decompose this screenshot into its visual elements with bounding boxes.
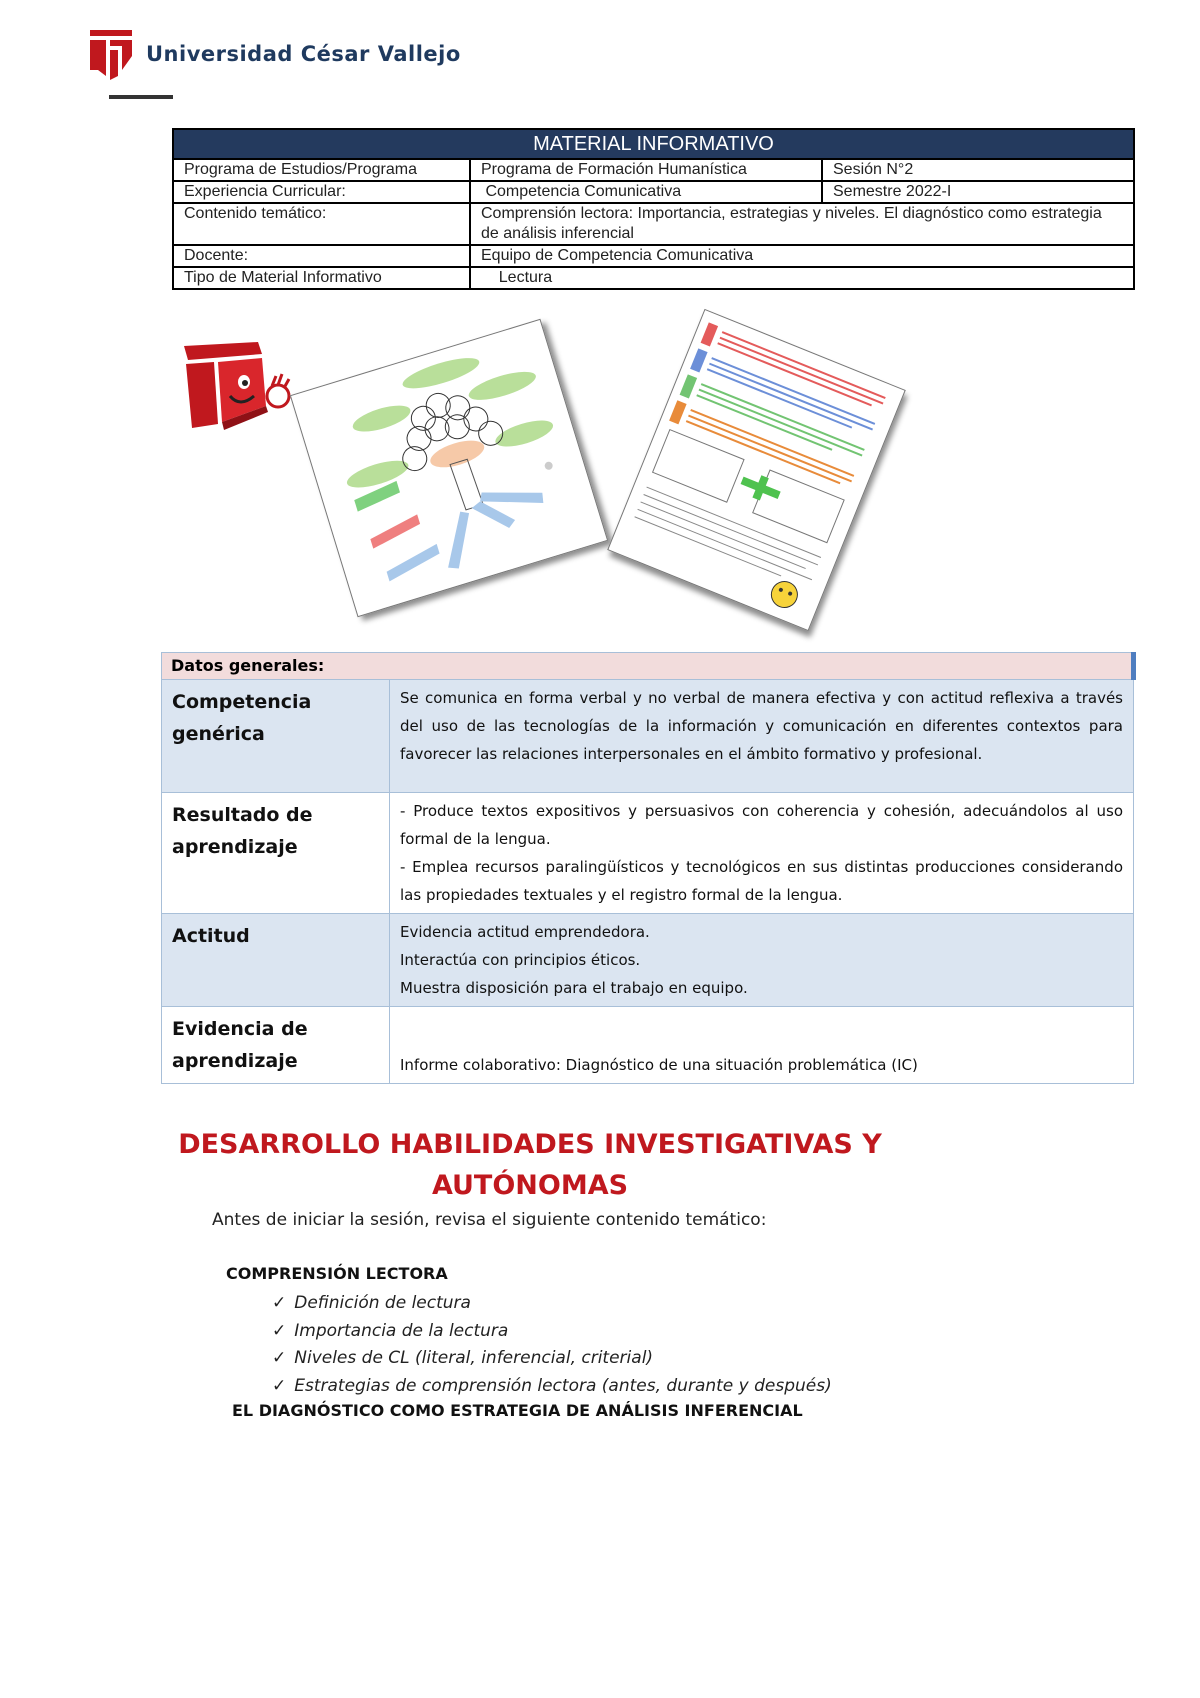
evidencia-text: Informe colaborativo: Diagnóstico de una situación problemática (IC)	[390, 1007, 1134, 1084]
worksheet-illustration	[607, 309, 906, 631]
actitud-item: Muestra disposición para el trabajo en equipo.	[400, 979, 748, 997]
checkmark-icon: ✓	[272, 1375, 287, 1396]
university-logo	[86, 26, 461, 82]
list-item	[272, 1345, 832, 1373]
section-intro: Antes de iniciar la sesión, revisa el siguiente contenido temático:	[212, 1210, 767, 1230]
tipo-value: Lectura	[470, 267, 1134, 289]
logo-divider	[109, 95, 173, 99]
actitud-label: Actitud	[162, 914, 390, 1007]
checkmark-icon: ✓	[272, 1320, 287, 1341]
competencia-label: Competencia genérica	[162, 680, 390, 793]
section-title-line: DESARROLLO HABILIDADES INVESTIGATIVAS Y	[178, 1129, 882, 1160]
list-item-label: Niveles de CL (literal, inferencial, criterial)	[294, 1348, 654, 1368]
evidencia-label: Evidencia de aprendizaje	[162, 1007, 390, 1084]
programa-value: Programa de Formación Humanística	[470, 159, 822, 181]
list-item	[272, 1373, 832, 1401]
programa-label: Programa de Estudios/Programa	[173, 159, 470, 181]
document-page-icon	[609, 310, 905, 630]
semestre-value: Semestre 2022-I	[822, 181, 1134, 203]
section-title-line: AUTÓNOMAS	[431, 1170, 629, 1201]
mindmap-illustration	[290, 319, 608, 617]
checkmark-icon: ✓	[272, 1348, 287, 1368]
contenido-value: Comprensión lectora: Importancia, estrategias y niveles. El diagnóstico como estrategia de análisis inferencial	[470, 203, 1134, 245]
experiencia-label: Experiencia Curricular:	[173, 181, 470, 203]
actitud-item: Interactúa con principios éticos.	[400, 951, 641, 969]
ucv-shield-icon	[86, 26, 136, 82]
contenido-label: Contenido temático:	[173, 203, 470, 245]
topic-checklist	[272, 1290, 832, 1400]
diagnostico-subhead: EL DIAGNÓSTICO COMO ESTRATEGIA DE ANÁLISIS INFERENCIAL	[232, 1401, 803, 1420]
comprension-subhead: COMPRENSIÓN LECTORA	[226, 1264, 448, 1283]
list-item-label: Importancia de la lectura	[294, 1320, 509, 1341]
resultado-label: Resultado de aprendizaje	[162, 793, 390, 914]
actitud-text	[390, 914, 1134, 1007]
docente-value: Equipo de Competencia Comunicativa	[470, 245, 1134, 267]
sesion-value: Sesión N°2	[822, 159, 1134, 181]
ucv-mascot-icon	[178, 338, 298, 438]
experiencia-value: Competencia Comunicativa	[470, 181, 822, 203]
list-item-label: Definición de lectura	[294, 1293, 471, 1313]
resultado-item: - Produce textos expositivos y persuasivos con coherencia y cohesión, adecuándolos al uso formal de la lengua.	[400, 802, 1123, 848]
docente-label: Docente:	[173, 245, 470, 267]
list-item	[272, 1290, 832, 1318]
resultado-text	[390, 793, 1134, 914]
resultado-item: - Emplea recursos paralingüísticos y tecnológicos en sus distintas producciones considerando las propiedades textuales y el registro formal de la lengua.	[400, 858, 1123, 904]
university-name: Universidad César Vallejo	[146, 42, 461, 66]
tipo-label: Tipo de Material Informativo	[173, 267, 470, 289]
competencia-text: Se comunica en forma verbal y no verbal de manera efectiva y con actitud reflexiva a través del uso de las tecnologías de la información y comunicación en diferentes contextos para favorecer las relaciones interpersonales en el ámbito formativo y profesional.	[390, 680, 1134, 793]
material-info-title: MATERIAL INFORMATIVO	[173, 129, 1134, 159]
datos-generales-table	[161, 652, 1136, 1084]
list-item	[272, 1318, 832, 1346]
actitud-item: Evidencia actitud emprendedora.	[400, 923, 650, 941]
list-item-label: Estrategias de comprensión lectora (antes, durante y después)	[294, 1375, 832, 1396]
tree-diagram-icon	[291, 320, 607, 616]
material-info-table	[172, 128, 1135, 290]
datos-generales-title: Datos generales:	[162, 653, 1134, 680]
section-title	[140, 1124, 920, 1206]
checkmark-icon: ✓	[272, 1293, 287, 1313]
